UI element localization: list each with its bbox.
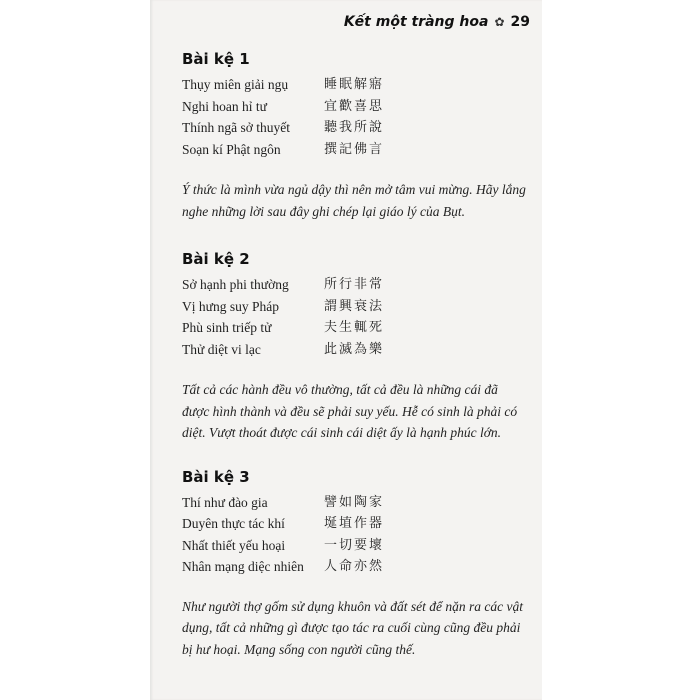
verse-line-chinese: 撰記佛言 bbox=[324, 141, 385, 157]
verse-commentary: Như người thợ gốm sử dụng khuôn và đất sét để nặn ra các vật dụng, tất cả những gì được tạo tác ra cuối cùng cũng đều phải bị hư hoại. Mạng sống con người cũng thế. bbox=[182, 598, 523, 657]
verse-line-chinese: 一切要壞 bbox=[324, 537, 385, 553]
verse-line bbox=[182, 296, 528, 318]
flower-ornament-icon: ✿ bbox=[494, 15, 505, 29]
verse-line-vietnamese: Thí như đào gia bbox=[182, 494, 268, 510]
verse-block-3 bbox=[182, 468, 528, 578]
verse-line-vietnamese: Vị hưng suy Pháp bbox=[182, 298, 279, 314]
verse-line-vietnamese: Sở hạnh phi thường bbox=[182, 277, 289, 292]
verse-block-1 bbox=[182, 50, 528, 160]
verse-line bbox=[182, 339, 528, 361]
verse-title: Bài kệ 2 bbox=[182, 250, 250, 268]
verse-line-vietnamese: Nhất thiết yếu hoại bbox=[182, 537, 286, 553]
verse-line-vietnamese: Phù sinh triếp tử bbox=[182, 320, 272, 335]
verse-line-vietnamese: Soạn kí Phật ngôn bbox=[182, 141, 281, 157]
verse-line bbox=[182, 535, 528, 557]
verse-line bbox=[182, 513, 528, 535]
verse-line bbox=[182, 274, 528, 296]
verse-title: Bài kệ 3 bbox=[182, 467, 250, 486]
book-page bbox=[150, 0, 542, 700]
scan-margin-left bbox=[0, 0, 150, 700]
verse-line-chinese: 譬如陶家 bbox=[324, 494, 385, 510]
verse-line bbox=[182, 139, 528, 161]
verse-line-chinese: 此滅為樂 bbox=[324, 341, 385, 357]
verse-line bbox=[182, 96, 528, 118]
verse-line-vietnamese: Nghi hoan hỉ tư bbox=[182, 98, 267, 114]
verse-line bbox=[182, 492, 528, 514]
verse-line-chinese: 人命亦然 bbox=[324, 559, 385, 574]
verse-line-vietnamese: Nhân mạng diệc nhiên bbox=[182, 559, 304, 574]
verse-line-chinese: 聽我所說 bbox=[324, 120, 385, 135]
verse-line bbox=[182, 317, 528, 339]
verse-line bbox=[182, 117, 528, 139]
verse-commentary: Ý thức là mình vừa ngủ dậy thì nên mở tâm vui mừng. Hãy lắng nghe những lời sau đây ghi chép lại giáo lý của Bụt. bbox=[182, 182, 526, 219]
verse-line-chinese: 宜歡喜思 bbox=[324, 98, 385, 114]
verse-line-vietnamese: Thính ngã sở thuyết bbox=[182, 120, 290, 135]
verse-line-chinese: 所行非常 bbox=[324, 277, 385, 292]
verse-line-vietnamese: Thụy miên giải ngụ bbox=[182, 77, 289, 92]
verse-block-2 bbox=[182, 250, 528, 360]
running-title: Kết một tràng hoa bbox=[343, 14, 489, 30]
page-content bbox=[182, 44, 528, 660]
verse-line-chinese: 謂興衰法 bbox=[324, 298, 385, 314]
scan-margin-right bbox=[542, 0, 700, 700]
verse-line bbox=[182, 74, 528, 96]
verse-line-chinese: 埏埴作器 bbox=[324, 516, 385, 531]
running-header bbox=[344, 14, 530, 30]
page-number: 29 bbox=[510, 14, 530, 30]
verse-line-vietnamese: Thử diệt vi lạc bbox=[182, 341, 261, 357]
verse-title: Bài kệ 1 bbox=[182, 50, 250, 68]
verse-line-chinese: 夫生輒死 bbox=[324, 320, 385, 335]
verse-line bbox=[182, 556, 528, 578]
verse-line-chinese: 睡眠解寤 bbox=[324, 77, 385, 92]
verse-commentary: Tất cả các hành đều vô thường, tất cả đều là những cái đã được hình thành và đều sẽ phải suy yếu. Hễ có sinh là phải có diệt. Vượt thoát được cái sinh cái diệt ấy là hạnh phúc lớn. bbox=[182, 382, 518, 440]
verse-line-vietnamese: Duyên thực tác khí bbox=[182, 516, 285, 531]
